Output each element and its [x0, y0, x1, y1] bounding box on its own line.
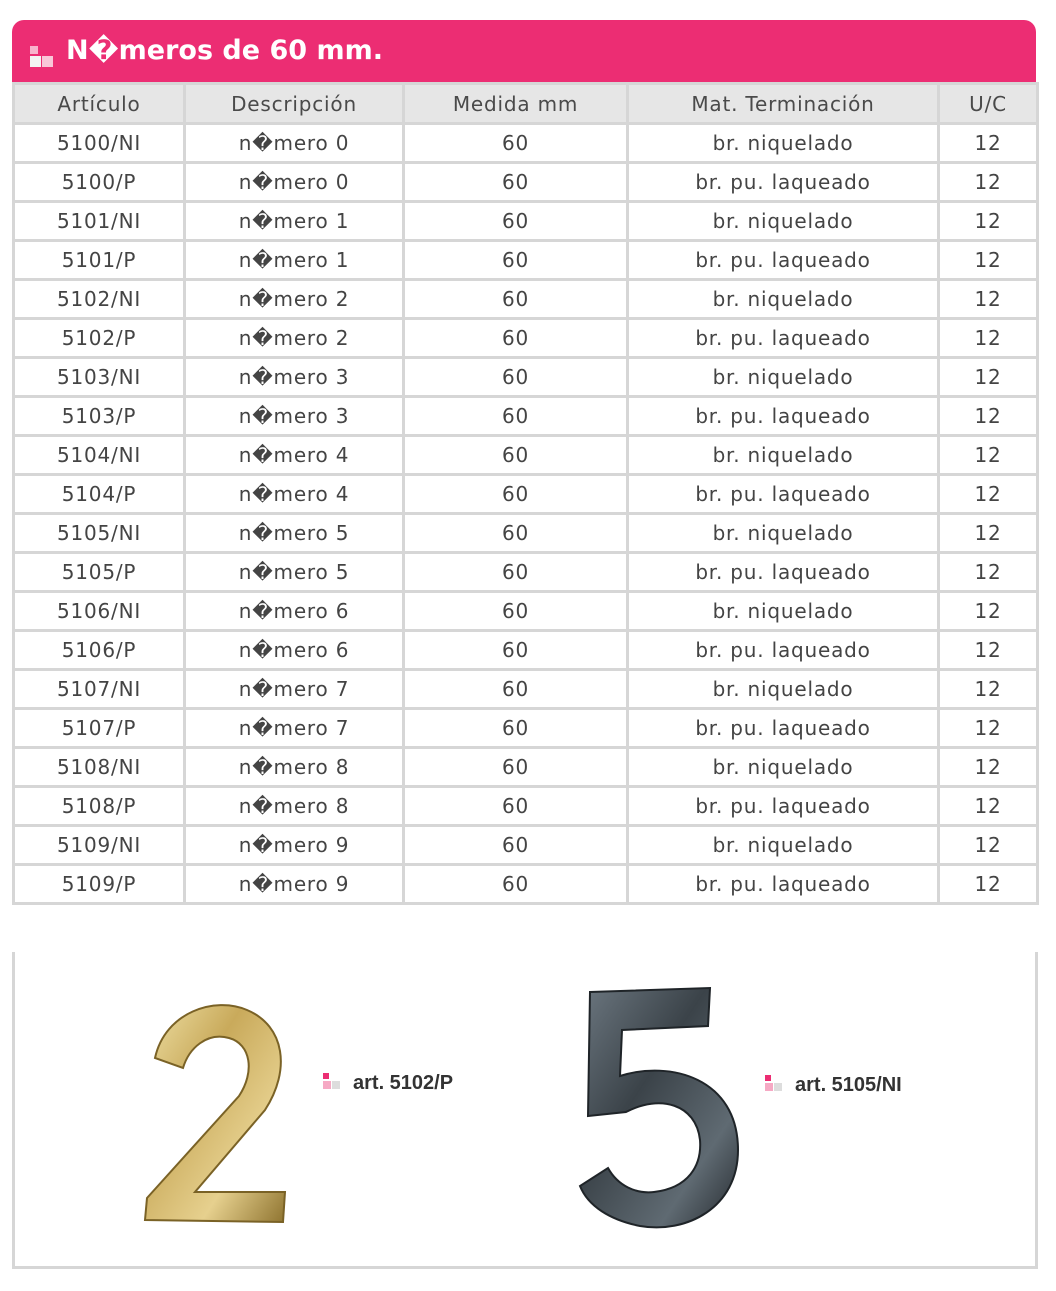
- table-cell: 60: [404, 748, 628, 787]
- table-cell: br. pu. laqueado: [628, 553, 939, 592]
- table-cell: br. pu. laqueado: [628, 163, 939, 202]
- table-cell: br. pu. laqueado: [628, 865, 939, 904]
- table-cell: n�mero 1: [185, 202, 404, 241]
- column-header: Descripción: [185, 84, 404, 124]
- table-cell: 12: [939, 670, 1038, 709]
- table-cell: n�mero 9: [185, 826, 404, 865]
- table-row: [14, 319, 1038, 358]
- table-cell: 5107/NI: [14, 670, 185, 709]
- table-cell: 5101/NI: [14, 202, 185, 241]
- table-row: [14, 826, 1038, 865]
- table-cell: n�mero 8: [185, 748, 404, 787]
- table-cell: n�mero 5: [185, 553, 404, 592]
- table-cell: br. niquelado: [628, 280, 939, 319]
- table-cell: 12: [939, 475, 1038, 514]
- column-header: Artículo: [14, 84, 185, 124]
- table-cell: 60: [404, 553, 628, 592]
- table-cell: 12: [939, 865, 1038, 904]
- product-table: [12, 82, 1039, 905]
- table-cell: 5103/P: [14, 397, 185, 436]
- table-cell: n�mero 0: [185, 124, 404, 163]
- squares-bullet-icon: [30, 46, 56, 72]
- table-cell: br. niquelado: [628, 436, 939, 475]
- table-cell: 5100/NI: [14, 124, 185, 163]
- table-cell: 12: [939, 592, 1038, 631]
- table-cell: 60: [404, 787, 628, 826]
- table-cell: 5106/P: [14, 631, 185, 670]
- table-cell: br. niquelado: [628, 514, 939, 553]
- table-cell: 60: [404, 319, 628, 358]
- table-cell: 12: [939, 319, 1038, 358]
- table-row: [14, 748, 1038, 787]
- caption-text: art. 5105/NI: [795, 1074, 902, 1096]
- table-row: [14, 280, 1038, 319]
- table-row: [14, 709, 1038, 748]
- table-cell: n�mero 8: [185, 787, 404, 826]
- squares-bullet-icon: [323, 1073, 345, 1095]
- table-cell: 5102/P: [14, 319, 185, 358]
- table-cell: n�mero 6: [185, 592, 404, 631]
- table-cell: n�mero 2: [185, 280, 404, 319]
- table-row: [14, 124, 1038, 163]
- table-cell: 60: [404, 865, 628, 904]
- table-row: [14, 202, 1038, 241]
- table-cell: n�mero 0: [185, 163, 404, 202]
- table-cell: 60: [404, 358, 628, 397]
- table-cell: 12: [939, 202, 1038, 241]
- table-cell: 12: [939, 787, 1038, 826]
- table-cell: 60: [404, 631, 628, 670]
- table-cell: 60: [404, 592, 628, 631]
- product-panel: [12, 20, 1036, 1270]
- caption-text: art. 5102/P: [353, 1072, 454, 1094]
- table-cell: br. niquelado: [628, 670, 939, 709]
- table-cell: 12: [939, 280, 1038, 319]
- table-cell: br. niquelado: [628, 358, 939, 397]
- table-cell: 5108/NI: [14, 748, 185, 787]
- table-cell: n�mero 3: [185, 397, 404, 436]
- table-cell: 60: [404, 124, 628, 163]
- table-cell: 60: [404, 163, 628, 202]
- table-cell: 12: [939, 709, 1038, 748]
- table-row: [14, 514, 1038, 553]
- table-cell: br. niquelado: [628, 748, 939, 787]
- column-header: Medida mm: [404, 84, 628, 124]
- table-cell: 5101/P: [14, 241, 185, 280]
- table-cell: 12: [939, 241, 1038, 280]
- table-cell: 60: [404, 241, 628, 280]
- table-cell: 12: [939, 514, 1038, 553]
- table-cell: 5100/P: [14, 163, 185, 202]
- table-row: [14, 631, 1038, 670]
- table-cell: br. niquelado: [628, 826, 939, 865]
- table-row: [14, 358, 1038, 397]
- table-cell: 60: [404, 475, 628, 514]
- table-cell: 60: [404, 709, 628, 748]
- table-row: [14, 865, 1038, 904]
- table-cell: n�mero 5: [185, 514, 404, 553]
- caption-5105: [765, 1074, 902, 1097]
- table-cell: 5104/NI: [14, 436, 185, 475]
- table-row: [14, 436, 1038, 475]
- table-cell: n�mero 9: [185, 865, 404, 904]
- table-cell: 12: [939, 748, 1038, 787]
- table-cell: 12: [939, 163, 1038, 202]
- table-cell: 5105/NI: [14, 514, 185, 553]
- table-cell: 12: [939, 826, 1038, 865]
- table-cell: 12: [939, 124, 1038, 163]
- table-row: [14, 163, 1038, 202]
- table-cell: n�mero 7: [185, 709, 404, 748]
- table-cell: br. niquelado: [628, 592, 939, 631]
- table-row: [14, 241, 1038, 280]
- squares-bullet-icon: [765, 1075, 787, 1097]
- title-bar: [12, 20, 1036, 82]
- brass-digit-2-image: [125, 992, 305, 1232]
- table-cell: n�mero 4: [185, 436, 404, 475]
- caption-5102: [323, 1072, 453, 1095]
- table-cell: 60: [404, 397, 628, 436]
- table-cell: 5108/P: [14, 787, 185, 826]
- table-cell: br. pu. laqueado: [628, 475, 939, 514]
- table-row: [14, 475, 1038, 514]
- table-cell: 60: [404, 514, 628, 553]
- table-cell: 5105/P: [14, 553, 185, 592]
- table-cell: n�mero 7: [185, 670, 404, 709]
- table-cell: 12: [939, 631, 1038, 670]
- table-cell: 5107/P: [14, 709, 185, 748]
- table-cell: 12: [939, 553, 1038, 592]
- table-cell: 60: [404, 436, 628, 475]
- table-cell: br. niquelado: [628, 202, 939, 241]
- table-cell: 12: [939, 358, 1038, 397]
- table-cell: 12: [939, 397, 1038, 436]
- table-cell: br. pu. laqueado: [628, 787, 939, 826]
- table-cell: br. pu. laqueado: [628, 631, 939, 670]
- table-row: [14, 592, 1038, 631]
- table-cell: 60: [404, 826, 628, 865]
- table-cell: 60: [404, 670, 628, 709]
- table-cell: 5103/NI: [14, 358, 185, 397]
- table-cell: n�mero 1: [185, 241, 404, 280]
- page-title: N�meros de 60 mm.: [66, 35, 383, 66]
- table-cell: n�mero 3: [185, 358, 404, 397]
- table-row: [14, 397, 1038, 436]
- table-cell: 5109/P: [14, 865, 185, 904]
- column-header: Mat. Terminación: [628, 84, 939, 124]
- table-cell: 60: [404, 202, 628, 241]
- table-row: [14, 670, 1038, 709]
- column-header: U/C: [939, 84, 1038, 124]
- table-header-row: [14, 84, 1038, 124]
- table-cell: br. pu. laqueado: [628, 241, 939, 280]
- table-row: [14, 787, 1038, 826]
- table-cell: br. pu. laqueado: [628, 319, 939, 358]
- table-cell: 5104/P: [14, 475, 185, 514]
- table-cell: br. niquelado: [628, 124, 939, 163]
- table-cell: 5109/NI: [14, 826, 185, 865]
- table-cell: n�mero 4: [185, 475, 404, 514]
- table-cell: n�mero 2: [185, 319, 404, 358]
- table-cell: 12: [939, 436, 1038, 475]
- table-row: [14, 553, 1038, 592]
- product-photos: [12, 952, 1038, 1269]
- table-cell: 60: [404, 280, 628, 319]
- table-cell: br. pu. laqueado: [628, 397, 939, 436]
- nickel-digit-5-image: [560, 980, 750, 1240]
- table-cell: 5106/NI: [14, 592, 185, 631]
- table-cell: br. pu. laqueado: [628, 709, 939, 748]
- table-cell: n�mero 6: [185, 631, 404, 670]
- table-cell: 5102/NI: [14, 280, 185, 319]
